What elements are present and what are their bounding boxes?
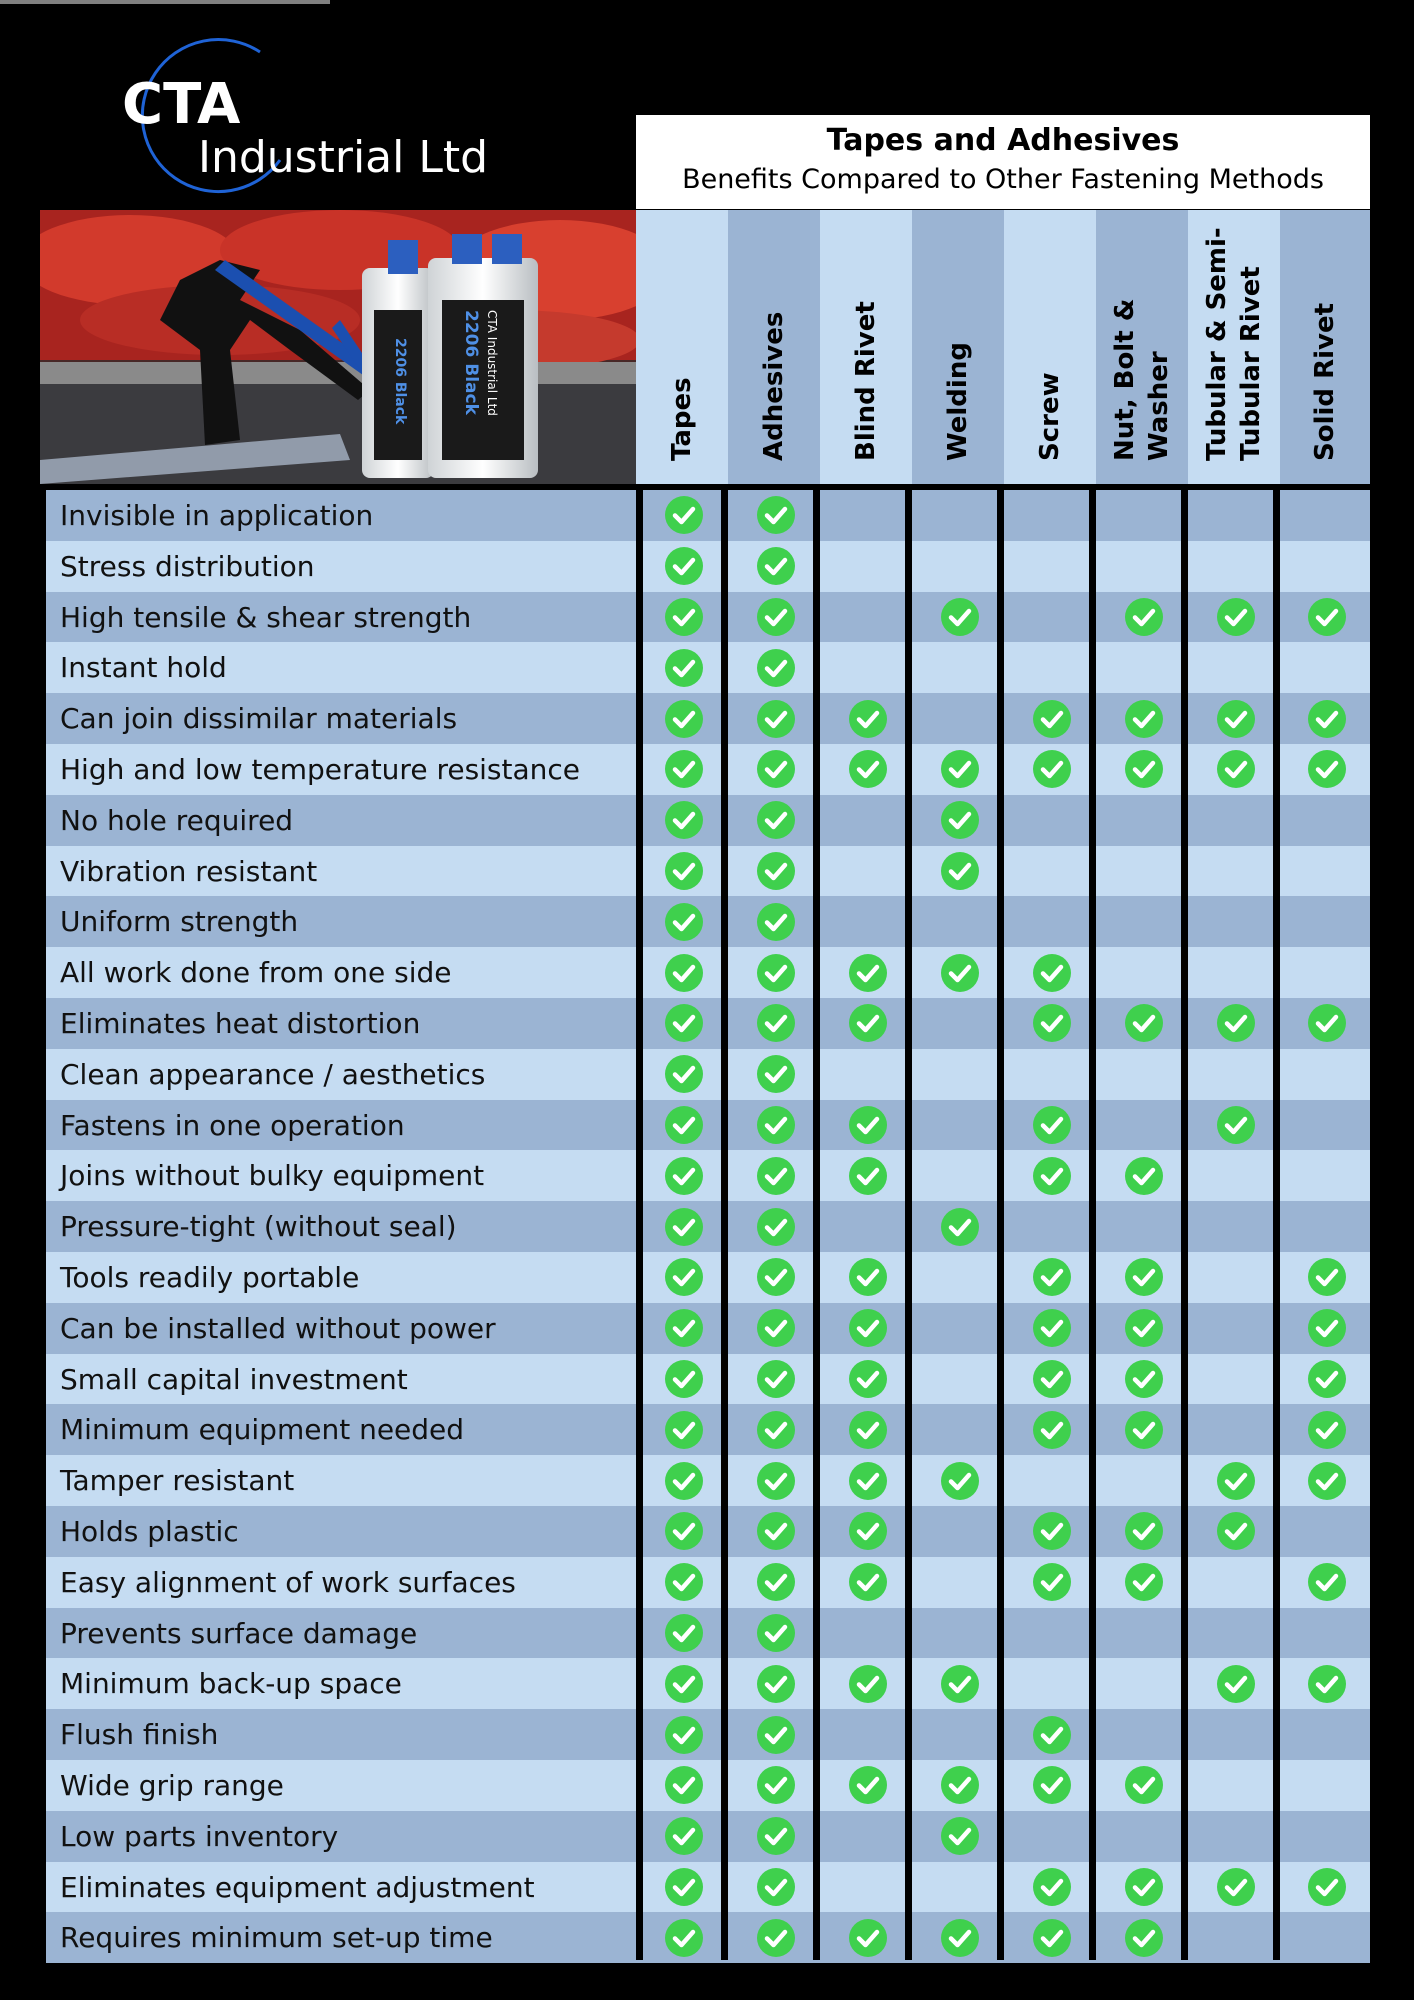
check-icon <box>664 1105 704 1145</box>
check-icon <box>756 1207 796 1247</box>
check-icon <box>1307 1003 1347 1043</box>
check-icon <box>664 851 704 891</box>
check-icon <box>1124 749 1164 789</box>
row-label: Instant hold <box>60 651 227 685</box>
page-subtitle: Benefits Compared to Other Fastening Methods <box>682 164 1324 195</box>
row-label: Eliminates heat distortion <box>60 1007 421 1040</box>
check-icon <box>1216 597 1256 637</box>
row-label: Can be installed without power <box>60 1311 496 1345</box>
check-icon <box>664 1562 704 1602</box>
header-divider <box>40 484 1370 490</box>
column-header <box>1280 210 1370 484</box>
check-icon <box>756 1156 796 1196</box>
check-icon <box>940 1765 980 1805</box>
check-icon <box>664 1816 704 1856</box>
check-icon <box>664 1613 704 1653</box>
row-label: Small capital investment <box>60 1362 408 1396</box>
check-icon <box>664 648 704 688</box>
row-label: Holds plastic <box>60 1515 239 1548</box>
check-icon <box>756 1003 796 1043</box>
row-label: Clean appearance / aesthetics <box>60 1057 486 1091</box>
check-icon <box>664 546 704 586</box>
column-header-label: Blind Rivet <box>851 301 881 461</box>
check-icon <box>756 1308 796 1348</box>
check-icon <box>756 851 796 891</box>
check-icon <box>664 1054 704 1094</box>
check-icon <box>848 1918 888 1958</box>
check-icon <box>664 1156 704 1196</box>
check-icon <box>1032 699 1072 739</box>
column-divider <box>813 489 820 1960</box>
check-icon <box>940 1816 980 1856</box>
row-label: Stress distribution <box>60 549 315 583</box>
check-icon <box>756 546 796 586</box>
check-icon <box>1032 1308 1072 1348</box>
check-icon <box>1032 1156 1072 1196</box>
row-label: Vibration resistant <box>60 854 318 888</box>
check-icon <box>1032 1003 1072 1043</box>
check-icon <box>940 1461 980 1501</box>
check-icon <box>940 1207 980 1247</box>
check-icon <box>848 1359 888 1399</box>
check-icon <box>1032 1765 1072 1805</box>
check-icon <box>1032 1359 1072 1399</box>
check-icon <box>1216 1867 1256 1907</box>
row-label: Minimum equipment needed <box>60 1413 465 1447</box>
check-icon <box>1124 597 1164 637</box>
check-icon <box>1124 699 1164 739</box>
cartridge-label-text: 2206 Black <box>461 310 481 415</box>
check-icon <box>1032 1715 1072 1755</box>
check-icon <box>664 1308 704 1348</box>
check-icon <box>664 800 704 840</box>
row-label: Fastens in one operation <box>60 1108 405 1142</box>
check-icon <box>1124 1410 1164 1450</box>
check-icon <box>1124 1003 1164 1043</box>
column-header-label: Tubular & Semi- Tubular Rivet <box>1202 227 1266 461</box>
check-icon <box>664 1257 704 1297</box>
check-icon <box>1307 1664 1347 1704</box>
column-header-label: Nut, Bolt & Washer <box>1110 298 1174 461</box>
row-label: Invisible in application <box>60 499 374 532</box>
check-icon <box>756 953 796 993</box>
check-icon <box>940 1918 980 1958</box>
check-icon <box>756 1765 796 1805</box>
row-label: Requires minimum set-up time <box>60 1921 493 1955</box>
check-icon <box>1307 1308 1347 1348</box>
check-icon <box>1307 699 1347 739</box>
check-icon <box>664 495 704 535</box>
check-icon <box>1032 749 1072 789</box>
row-label: Wide grip range <box>60 1769 284 1802</box>
check-icon <box>1216 1003 1256 1043</box>
check-icon <box>664 953 704 993</box>
column-header-label: Tapes <box>667 377 697 461</box>
check-icon <box>940 597 980 637</box>
column-header-label: Solid Rivet <box>1310 302 1340 461</box>
check-icon <box>848 1257 888 1297</box>
row-label: Joins without bulky equipment <box>60 1159 485 1193</box>
check-icon <box>940 851 980 891</box>
check-icon <box>1032 1562 1072 1602</box>
check-icon <box>664 1765 704 1805</box>
check-icon <box>1124 1918 1164 1958</box>
check-icon <box>756 648 796 688</box>
row-label: Tamper resistant <box>60 1464 295 1498</box>
check-icon <box>848 1410 888 1450</box>
check-icon <box>664 597 704 637</box>
logo-wordmark: CTA <box>122 72 241 137</box>
product-photo <box>40 210 636 484</box>
check-icon <box>664 1511 704 1551</box>
check-icon <box>848 699 888 739</box>
company-logo <box>100 34 520 194</box>
check-icon <box>756 1562 796 1602</box>
check-icon <box>1216 749 1256 789</box>
column-header <box>1188 210 1280 484</box>
check-icon <box>756 1105 796 1145</box>
check-icon <box>1124 1765 1164 1805</box>
check-icon <box>664 1410 704 1450</box>
row-label: High and low temperature resistance <box>60 753 581 786</box>
column-header-label: Adhesives <box>759 311 789 461</box>
column-header <box>728 210 820 484</box>
check-icon <box>848 1562 888 1602</box>
check-icon <box>756 1867 796 1907</box>
check-icon <box>756 800 796 840</box>
check-icon <box>1307 1359 1347 1399</box>
check-icon <box>848 1664 888 1704</box>
row-label: Can join dissimilar materials <box>60 702 458 736</box>
column-header <box>1096 210 1188 484</box>
row-label: Prevents surface damage <box>60 1616 418 1650</box>
cartridge-brand-text: CTA Industrial Ltd <box>485 310 499 416</box>
check-icon <box>1307 1461 1347 1501</box>
check-icon <box>756 597 796 637</box>
column-divider <box>1273 489 1280 1960</box>
check-icon <box>848 749 888 789</box>
row-label: Uniform strength <box>60 905 299 939</box>
check-icon <box>664 1715 704 1755</box>
check-icon <box>1032 1410 1072 1450</box>
check-icon <box>1124 1308 1164 1348</box>
title-box <box>636 115 1370 209</box>
check-icon <box>1032 953 1072 993</box>
check-icon <box>848 1511 888 1551</box>
check-icon <box>756 1613 796 1653</box>
check-icon <box>1032 1511 1072 1551</box>
check-icon <box>664 1359 704 1399</box>
row-label: High tensile & shear strength <box>60 600 472 634</box>
check-icon <box>848 1105 888 1145</box>
check-icon <box>756 495 796 535</box>
column-divider <box>905 489 912 1960</box>
column-header-label: Screw <box>1035 372 1065 461</box>
check-icon <box>756 749 796 789</box>
check-icon <box>1307 1867 1347 1907</box>
column-divider <box>636 489 643 1960</box>
row-label: Easy alignment of work surfaces <box>60 1565 516 1599</box>
check-icon <box>1307 749 1347 789</box>
check-icon <box>756 1410 796 1450</box>
check-icon <box>756 1511 796 1551</box>
check-icon <box>848 953 888 993</box>
check-icon <box>756 1664 796 1704</box>
check-icon <box>1124 1359 1164 1399</box>
row-label: Eliminates equipment adjustment <box>60 1870 535 1904</box>
check-icon <box>1307 1562 1347 1602</box>
check-icon <box>1124 1511 1164 1551</box>
check-icon <box>848 1003 888 1043</box>
check-icon <box>756 699 796 739</box>
row-label: No hole required <box>60 803 294 837</box>
check-icon <box>1307 1257 1347 1297</box>
check-icon <box>1032 1867 1072 1907</box>
check-icon <box>1216 1461 1256 1501</box>
column-header-label: Welding <box>943 342 973 461</box>
row-label: Tools readily portable <box>60 1261 360 1294</box>
check-icon <box>1124 1156 1164 1196</box>
check-icon <box>940 1664 980 1704</box>
check-icon <box>664 749 704 789</box>
cartridge-label-text-2: 2206 Black <box>392 338 408 425</box>
check-icon <box>1216 1664 1256 1704</box>
check-icon <box>756 1359 796 1399</box>
column-header <box>1004 210 1096 484</box>
top-edge-line <box>0 0 330 4</box>
check-icon <box>664 1664 704 1704</box>
check-icon <box>940 953 980 993</box>
check-icon <box>1032 1918 1072 1958</box>
column-header <box>912 210 1004 484</box>
check-icon <box>664 1461 704 1501</box>
check-icon <box>1032 1105 1072 1145</box>
check-icon <box>848 1156 888 1196</box>
check-icon <box>1032 1257 1072 1297</box>
page-title: Tapes and Adhesives <box>826 123 1180 158</box>
check-icon <box>848 1308 888 1348</box>
check-icon <box>1216 1511 1256 1551</box>
check-icon <box>664 1003 704 1043</box>
check-icon <box>756 1715 796 1755</box>
check-icon <box>848 1765 888 1805</box>
check-icon <box>664 1918 704 1958</box>
check-icon <box>756 1816 796 1856</box>
check-icon <box>940 749 980 789</box>
column-header <box>636 210 728 484</box>
check-icon <box>664 902 704 942</box>
column-divider <box>997 489 1004 1960</box>
check-icon <box>756 902 796 942</box>
row-label: Minimum back-up space <box>60 1667 402 1701</box>
row-label: Pressure-tight (without seal) <box>60 1210 457 1244</box>
column-divider <box>721 489 728 1960</box>
row-label: Flush finish <box>60 1718 219 1752</box>
row-label: All work done from one side <box>60 956 452 990</box>
check-icon <box>664 1867 704 1907</box>
check-icon <box>756 1054 796 1094</box>
logo-subtitle: Industrial Ltd <box>198 132 489 183</box>
column-divider <box>1181 489 1188 1960</box>
column-divider <box>1089 489 1096 1960</box>
check-icon <box>664 699 704 739</box>
check-icon <box>1307 1410 1347 1450</box>
check-icon <box>1124 1257 1164 1297</box>
column-header <box>820 210 912 484</box>
row-label: Low parts inventory <box>60 1819 339 1853</box>
check-icon <box>1124 1867 1164 1907</box>
check-icon <box>1307 597 1347 637</box>
check-icon <box>664 1207 704 1247</box>
check-icon <box>1216 699 1256 739</box>
check-icon <box>756 1918 796 1958</box>
check-icon <box>1124 1562 1164 1602</box>
check-icon <box>1216 1105 1256 1145</box>
check-icon <box>848 1461 888 1501</box>
check-icon <box>940 800 980 840</box>
check-icon <box>756 1461 796 1501</box>
check-icon <box>756 1257 796 1297</box>
